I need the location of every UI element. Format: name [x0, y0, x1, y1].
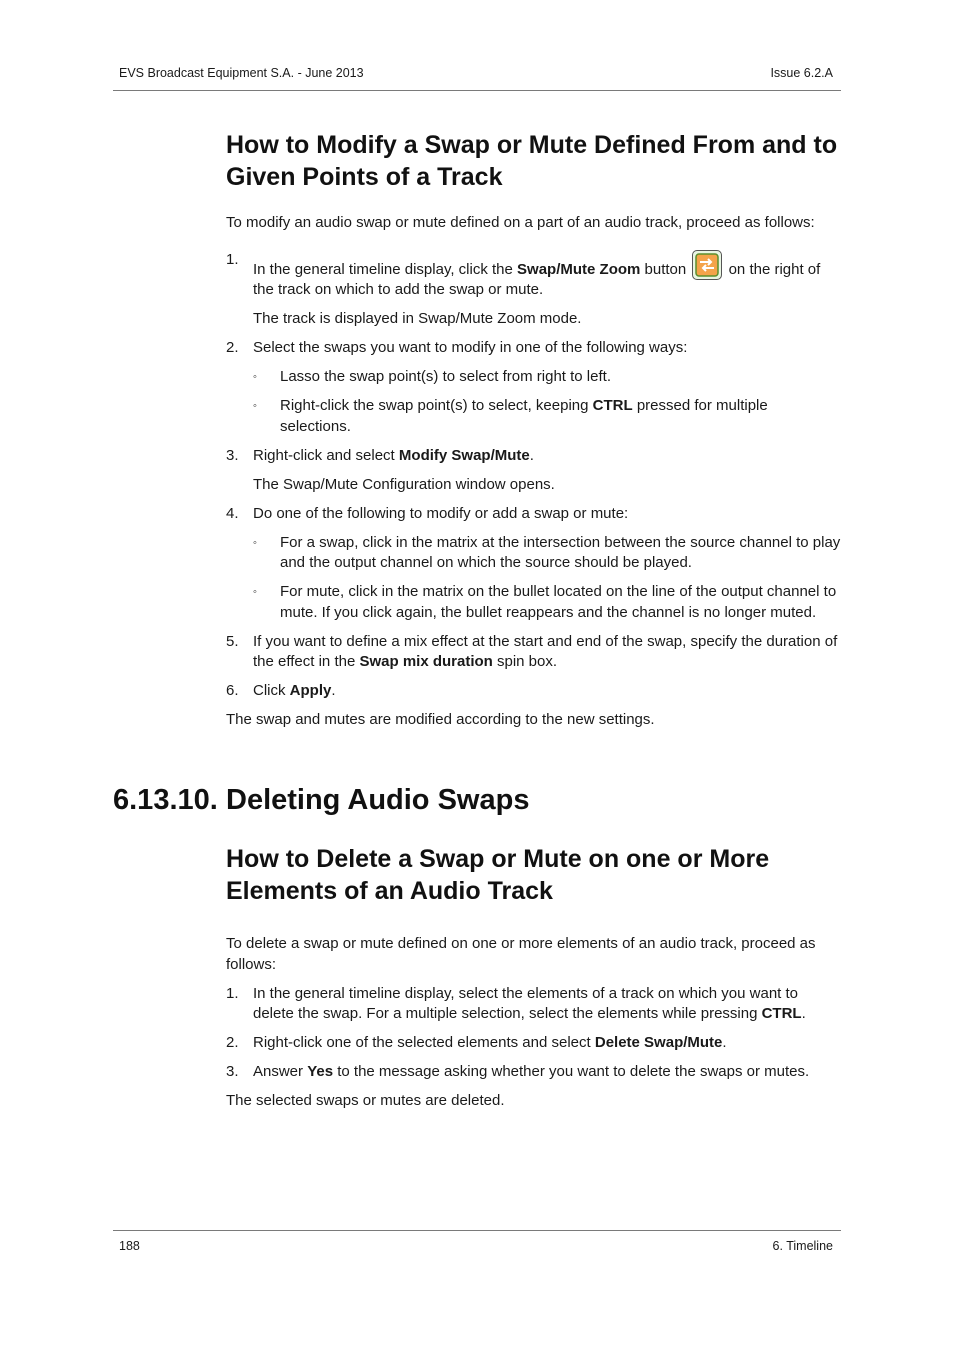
intro-text: To delete a swap or mute defined on one or more elements of an audio track, proceed as follows:: [226, 935, 816, 973]
bullet-list: [253, 533, 841, 624]
page-footer: [113, 1230, 841, 1261]
step-text: Click: [253, 682, 290, 699]
step-bold: Delete Swap/Mute: [594, 1034, 723, 1051]
step-bold: Swap mix duration: [359, 653, 493, 670]
bullet-text: Right-click the swap point(s) to select, keeping: [280, 397, 593, 414]
step-text: .: [529, 446, 534, 464]
bullet-item: [253, 582, 841, 623]
step-text: In the general timeline display, click the: [253, 260, 518, 278]
step-result: The Swap/Mute Configuration window opens.: [253, 475, 555, 493]
bullet-text: For a swap, click in the matrix at the intersection between the source channel to play and the output channel on which the source should be played.: [280, 533, 841, 571]
bullet-text: pressed for multiple selections.: [280, 397, 768, 435]
bullet-icon: ◦: [253, 586, 257, 598]
page-header: [113, 60, 841, 91]
list-item: [226, 984, 841, 1025]
step-bold: Yes: [307, 1063, 334, 1080]
step-text: Select the swaps you want to modify in one of the following ways:: [253, 339, 688, 356]
bullet-list: [253, 367, 841, 437]
step-text: If you want to define a mix effect at the start and end of the swap, specify the duration of the effect in the: [253, 632, 838, 670]
step-text: Right-click and select: [253, 446, 399, 464]
header-right: Issue 6.2.A: [770, 66, 833, 80]
list-item: [226, 250, 841, 330]
bullet-icon: ◦: [253, 371, 257, 383]
step-number: 3.: [226, 446, 239, 464]
step-text: Do one of the following to modify or add a swap or mute:: [253, 504, 629, 522]
bullet-item: [253, 533, 841, 574]
bullet-item: [253, 396, 841, 437]
steps-list: [226, 250, 841, 702]
step-text: button: [640, 260, 687, 278]
step-bold: CTRL: [761, 1005, 802, 1022]
step-number: 4.: [226, 504, 239, 522]
list-item: [226, 681, 841, 702]
swap-mute-zoom-icon: [692, 250, 722, 280]
step-text: spin box.: [492, 653, 558, 670]
bullet-item: [253, 367, 841, 388]
section-modify-swap: [226, 129, 841, 731]
step-number: 2.: [226, 1034, 239, 1051]
list-item: [226, 338, 841, 437]
result-text: The swap and mutes are modified according to the new settings.: [226, 711, 655, 728]
section-heading: How to Modify a Swap or Mute Defined From and to Given Points of a Track: [226, 131, 838, 191]
step-number: 3.: [226, 1063, 239, 1080]
step-result: The track is displayed in Swap/Mute Zoom mode.: [253, 310, 582, 327]
list-item: [226, 1033, 841, 1054]
result-text: The selected swaps or mutes are deleted.: [226, 1092, 505, 1109]
bullet-icon: ◦: [253, 536, 257, 549]
bullet-bold: CTRL: [592, 397, 633, 414]
bullet-text: For mute, click in the matrix on the bullet located on the line of the output channel to mute. If you click again, the bullet reappears and the channel is no longer muted.: [280, 583, 837, 621]
chapter-name: 6. Timeline: [772, 1239, 833, 1253]
step-text: Answer: [253, 1063, 308, 1080]
step-text: In the general timeline display, select the elements of a track on which you want to delete the swap. For a multiple selection, select the elements while pressing: [253, 984, 799, 1022]
step-bold: Modify Swap/Mute: [398, 446, 530, 464]
step-text: Right-click one of the selected elements and select: [253, 1034, 595, 1051]
step-number: 1.: [226, 250, 239, 268]
chapter-number: 6.13.10.: [113, 784, 218, 816]
list-item: [226, 1062, 841, 1083]
section-heading: How to Delete a Swap or Mute on one or More Elements of an Audio Track: [226, 845, 770, 905]
step-text: .: [722, 1034, 727, 1051]
step-bold: Swap/Mute Zoom: [517, 260, 641, 278]
chapter-title: Deleting Audio Swaps: [226, 784, 530, 816]
step-number: 2.: [226, 339, 239, 356]
step-number: 5.: [226, 632, 239, 650]
intro-text: To modify an audio swap or mute defined on a part of an audio track, proceed as follows:: [226, 214, 815, 231]
step-text: to the message asking whether you want to delete the swaps or mutes.: [333, 1063, 810, 1080]
step-number: 1.: [226, 984, 239, 1002]
section-delete-swap: [226, 843, 841, 1112]
step-text: on the right of the track on which to add the swap or mute.: [253, 260, 821, 298]
page-number: 188: [119, 1239, 140, 1253]
chapter-heading: [113, 782, 529, 818]
step-number: 6.: [226, 682, 239, 699]
bullet-icon: ◦: [253, 400, 257, 412]
step-text: .: [801, 1005, 806, 1022]
list-item: [226, 446, 841, 496]
header-left: EVS Broadcast Equipment S.A. - June 2013: [119, 66, 364, 80]
step-bold: Apply: [289, 682, 332, 699]
list-item: [226, 632, 841, 673]
bullet-text: Lasso the swap point(s) to select from right to left.: [280, 368, 611, 385]
step-text: .: [331, 682, 336, 699]
list-item: [226, 504, 841, 624]
steps-list: [226, 984, 841, 1083]
